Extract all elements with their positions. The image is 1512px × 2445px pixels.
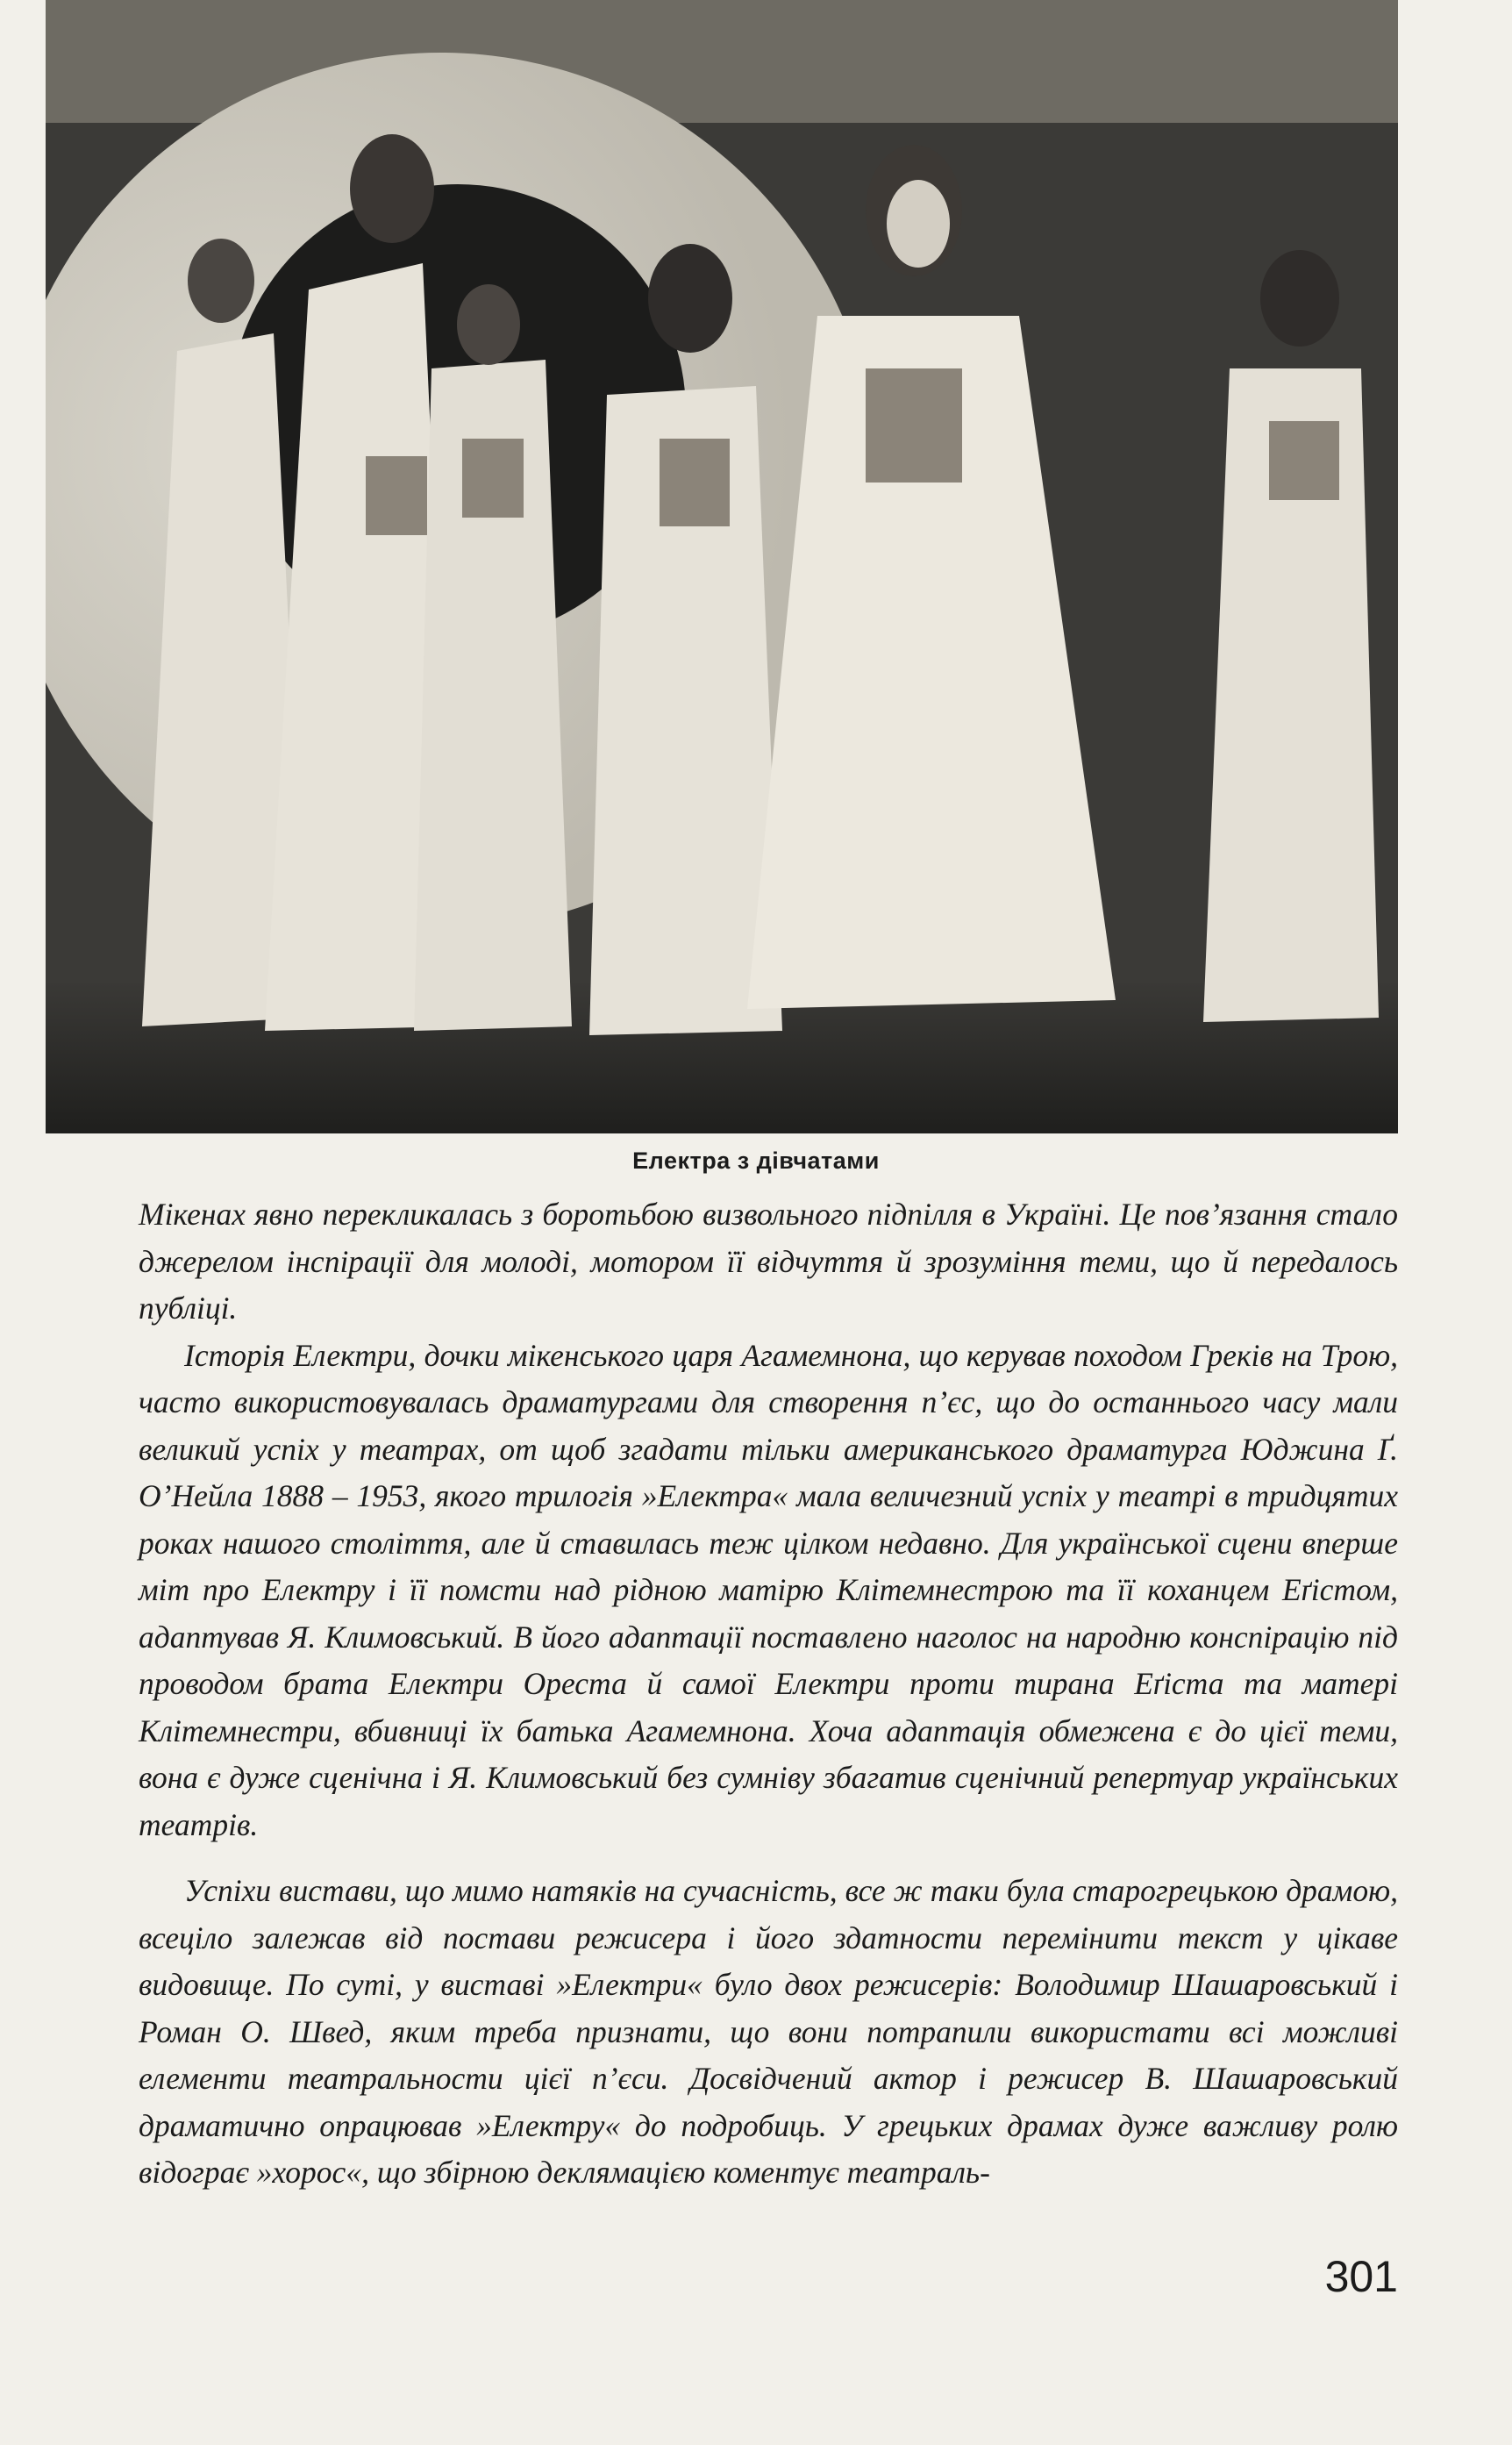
body-text (139, 1191, 1398, 2197)
paragraph-2: Історія Електри, дочки мікенського царя Агамемнона, що керував походом Греків на Трою, часто використовувалась драматургами для створення п’єс, що до останнього часу мали великий успіх у театрах, от щоб згадати тільки американського драматурга Юджина Ґ. О’Нейла 1888 – 1953, якого трилогія »Електра« мала величезний успіх у театрі в тридцятих роках нашого століття, але й ставилась теж цілком недавно. Для української сцени вперше міт про Електру і її помсти над рідною матірю Клітемнестрою та її коханцем Еґістом, адаптував Я. Климовський. В його адаптації поставлено наголос на народню конспірацію під проводом брата Електри Ореста й самої Електри проти тирана Еґіста та матері Клітемнестри, вбивниці їх батька Агамемнона. Хоча адаптація обмежена є до цієї теми, вона є дуже сценічна і Я. Климовський без сумніву збагатив сценічний репертуар українських театрів. (139, 1337, 1398, 1842)
paragraph-1: Мікенах явно перекликалась з боротьбою визвольного підпілля в Україні. Це пов’язання стало джерелом інспірації для молоді, мотором її відчуття й зрозуміння теми, що й передалось публіці. (139, 1197, 1398, 1326)
stage-photograph (46, 0, 1398, 1133)
paragraph-3: Успіхи вистави, що мимо натяків на сучасність, все ж таки була старогрецькою драмою, всеціло залежав від постави режисера і його здатности перемінити текст у цікаве видовище. По суті, у виставі »Електри« було двох режисерів: Володимир Шашаровський і Роман О. Швед, яким треба признати, що вони потрапили використати всі можливі елементи театральности цієї п’єси. Досвідчений актор і режисер В. Шашаровський драматично опрацював »Електру« до подробиць. У грецьких драмах дуже важливу ролю відограє »хорос«, що збірною деклямацією коментує театраль- (139, 1873, 1398, 2190)
photo-caption: Електра з дівчатами (632, 1147, 880, 1174)
page-number: 301 (1324, 2252, 1398, 2301)
photo-scene (46, 0, 1398, 1133)
